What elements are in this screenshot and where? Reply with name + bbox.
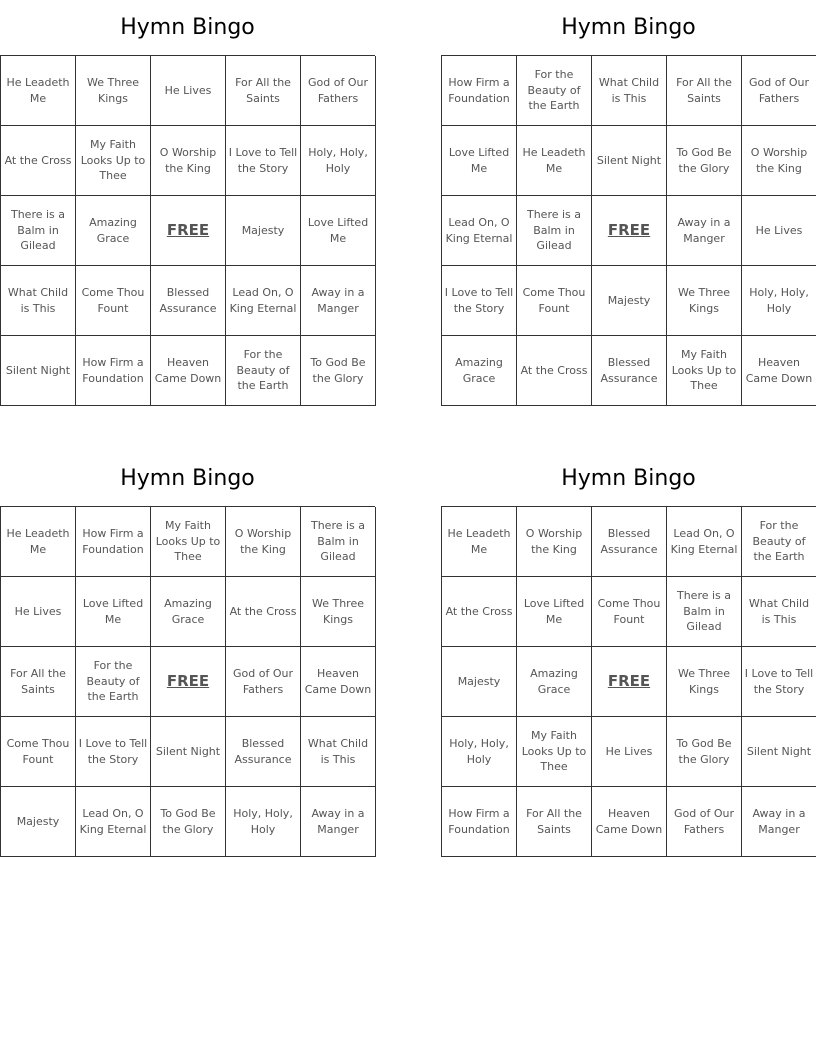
bingo-cell: My Faith Looks Up to Thee xyxy=(517,717,592,787)
bingo-cell: For the Beauty of the Earth xyxy=(76,647,151,717)
bingo-cell: Love Lifted Me xyxy=(301,196,376,266)
bingo-cell: How Firm a Foundation xyxy=(442,56,517,126)
bingo-cell: At the Cross xyxy=(1,126,76,196)
bingo-cell: Heaven Came Down xyxy=(151,336,226,406)
bingo-cell: God of Our Fathers xyxy=(742,56,816,126)
bingo-cell: Come Thou Fount xyxy=(1,717,76,787)
free-space-cell: FREE xyxy=(592,196,667,266)
bingo-cell: At the Cross xyxy=(517,336,592,406)
bingo-cell: There is a Balm in Gilead xyxy=(1,196,76,266)
bingo-cell: There is a Balm in Gilead xyxy=(667,577,742,647)
bingo-cell: Come Thou Fount xyxy=(592,577,667,647)
bingo-cell: How Firm a Foundation xyxy=(76,336,151,406)
bingo-cell: Blessed Assurance xyxy=(592,336,667,406)
bingo-cell: Holy, Holy, Holy xyxy=(226,787,301,857)
bingo-cell: He Leadeth Me xyxy=(1,56,76,126)
bingo-cell: Away in a Manger xyxy=(742,787,816,857)
bingo-cell: At the Cross xyxy=(442,577,517,647)
bingo-grid xyxy=(0,55,375,406)
bingo-cell: Amazing Grace xyxy=(151,577,226,647)
bingo-cell: Heaven Came Down xyxy=(742,336,816,406)
bingo-cell: Holy, Holy, Holy xyxy=(742,266,816,336)
bingo-cell: We Three Kings xyxy=(76,56,151,126)
bingo-cell: Silent Night xyxy=(592,126,667,196)
bingo-cell: Heaven Came Down xyxy=(301,647,376,717)
bingo-cell: What Child is This xyxy=(742,577,816,647)
card-title: Hymn Bingo xyxy=(120,15,255,40)
bingo-cell: Silent Night xyxy=(1,336,76,406)
bingo-cell: Heaven Came Down xyxy=(592,787,667,857)
bingo-cell: For All the Saints xyxy=(517,787,592,857)
bingo-cell: Come Thou Fount xyxy=(517,266,592,336)
bingo-cell: For All the Saints xyxy=(1,647,76,717)
bingo-cell: Blessed Assurance xyxy=(226,717,301,787)
bingo-cell: How Firm a Foundation xyxy=(76,507,151,577)
bingo-cell: God of Our Fathers xyxy=(301,56,376,126)
bingo-cell: O Worship the King xyxy=(517,507,592,577)
bingo-cell: What Child is This xyxy=(1,266,76,336)
bingo-cell: Holy, Holy, Holy xyxy=(301,126,376,196)
bingo-cell: Away in a Manger xyxy=(301,266,376,336)
bingo-cell: I Love to Tell the Story xyxy=(742,647,816,717)
bingo-grid xyxy=(441,55,816,406)
bingo-cell: Lead On, O King Eternal xyxy=(76,787,151,857)
bingo-cell: He Leadeth Me xyxy=(1,507,76,577)
bingo-cell: Silent Night xyxy=(742,717,816,787)
bingo-cell: For All the Saints xyxy=(667,56,742,126)
bingo-cell: How Firm a Foundation xyxy=(442,787,517,857)
bingo-cell: God of Our Fathers xyxy=(226,647,301,717)
bingo-cell: Come Thou Fount xyxy=(76,266,151,336)
bingo-cell: I Love to Tell the Story xyxy=(76,717,151,787)
bingo-cell: My Faith Looks Up to Thee xyxy=(76,126,151,196)
bingo-cell: O Worship the King xyxy=(226,507,301,577)
bingo-cell: He Leadeth Me xyxy=(442,507,517,577)
bingo-cell: Majesty xyxy=(442,647,517,717)
bingo-cell: Blessed Assurance xyxy=(151,266,226,336)
bingo-cell: Away in a Manger xyxy=(667,196,742,266)
bingo-cell: To God Be the Glory xyxy=(667,717,742,787)
bingo-cell: Amazing Grace xyxy=(76,196,151,266)
bingo-cell: Love Lifted Me xyxy=(517,577,592,647)
card-title: Hymn Bingo xyxy=(561,15,696,40)
bingo-cell: We Three Kings xyxy=(667,266,742,336)
bingo-cell: O Worship the King xyxy=(151,126,226,196)
bingo-cell: My Faith Looks Up to Thee xyxy=(667,336,742,406)
bingo-cell: For the Beauty of the Earth xyxy=(517,56,592,126)
bingo-cell: My Faith Looks Up to Thee xyxy=(151,507,226,577)
bingo-grid xyxy=(0,506,375,857)
bingo-cell: Majesty xyxy=(226,196,301,266)
bingo-cell: We Three Kings xyxy=(667,647,742,717)
bingo-cell: Majesty xyxy=(1,787,76,857)
bingo-cell: Blessed Assurance xyxy=(592,507,667,577)
bingo-cell: He Lives xyxy=(1,577,76,647)
bingo-cell: To God Be the Glory xyxy=(151,787,226,857)
bingo-cell: Love Lifted Me xyxy=(442,126,517,196)
bingo-cell: Amazing Grace xyxy=(442,336,517,406)
bingo-cell: There is a Balm in Gilead xyxy=(517,196,592,266)
bingo-cell: I Love to Tell the Story xyxy=(226,126,301,196)
bingo-cell: Love Lifted Me xyxy=(76,577,151,647)
bingo-cell: He Lives xyxy=(742,196,816,266)
bingo-cell: Lead On, O King Eternal xyxy=(226,266,301,336)
bingo-cell: For the Beauty of the Earth xyxy=(742,507,816,577)
bingo-cell: To God Be the Glory xyxy=(301,336,376,406)
bingo-cell: What Child is This xyxy=(592,56,667,126)
free-space-cell: FREE xyxy=(592,647,667,717)
bingo-cell: O Worship the King xyxy=(742,126,816,196)
bingo-cell: For All the Saints xyxy=(226,56,301,126)
bingo-cell: God of Our Fathers xyxy=(667,787,742,857)
bingo-cell: To God Be the Glory xyxy=(667,126,742,196)
bingo-cell: I Love to Tell the Story xyxy=(442,266,517,336)
bingo-cell: Away in a Manger xyxy=(301,787,376,857)
bingo-cell: What Child is This xyxy=(301,717,376,787)
bingo-cell: Lead On, O King Eternal xyxy=(442,196,517,266)
bingo-cell: He Lives xyxy=(592,717,667,787)
bingo-cell: He Leadeth Me xyxy=(517,126,592,196)
bingo-cell: For the Beauty of the Earth xyxy=(226,336,301,406)
bingo-cell: There is a Balm in Gilead xyxy=(301,507,376,577)
bingo-cell: Lead On, O King Eternal xyxy=(667,507,742,577)
bingo-cell: Holy, Holy, Holy xyxy=(442,717,517,787)
bingo-cell: He Lives xyxy=(151,56,226,126)
card-title: Hymn Bingo xyxy=(120,466,255,491)
free-space-cell: FREE xyxy=(151,196,226,266)
card-title: Hymn Bingo xyxy=(561,466,696,491)
bingo-cell: Silent Night xyxy=(151,717,226,787)
bingo-grid xyxy=(441,506,816,857)
bingo-cell: We Three Kings xyxy=(301,577,376,647)
bingo-cell: Amazing Grace xyxy=(517,647,592,717)
bingo-cell: Majesty xyxy=(592,266,667,336)
bingo-cell: At the Cross xyxy=(226,577,301,647)
free-space-cell: FREE xyxy=(151,647,226,717)
